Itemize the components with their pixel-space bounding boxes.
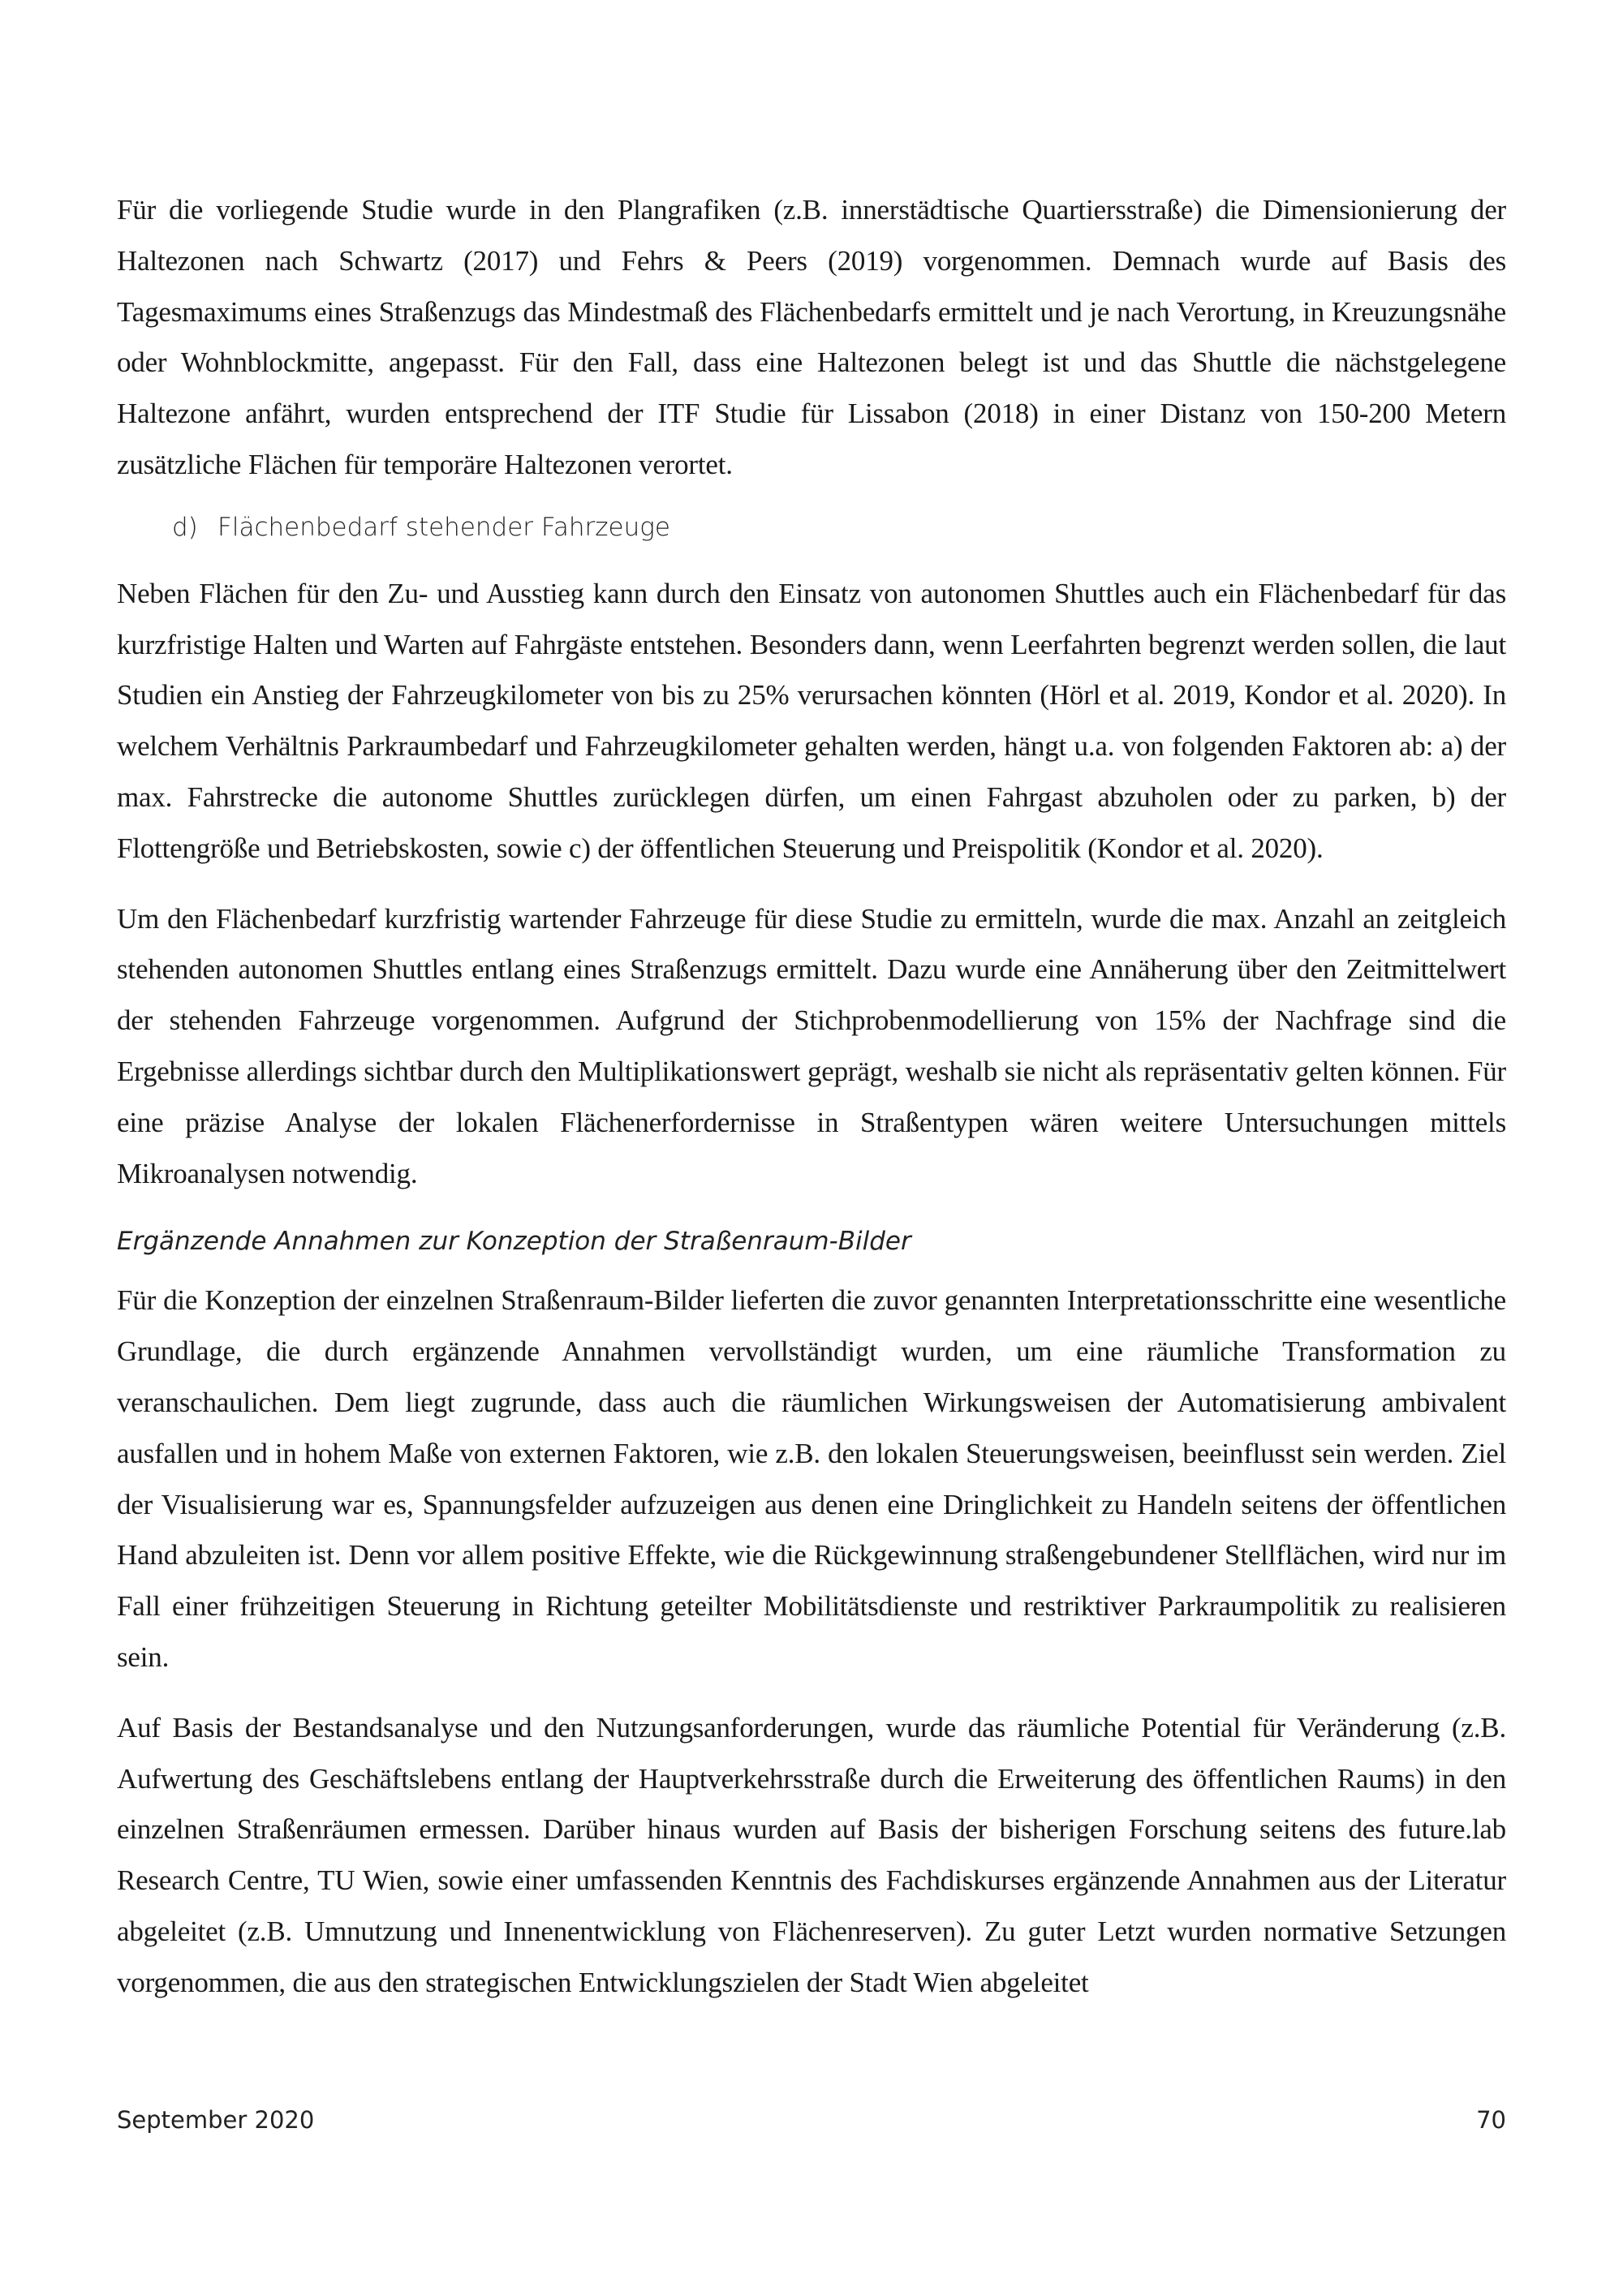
paragraph-konzeption: Für die Konzeption der einzelnen Straßenraum-Bilder lieferten die zuvor genannten Interpretationsschritte eine wesentliche Grundlage, die durch ergänzende Annahmen vervollständigt wurden, um eine räumliche Transformation zu veranschaulichen. Dem liegt zugrunde, dass auch die räumlichen Wirkungsweisen der Automatisierung ambivalent ausfallen und in hohem Maße von externen Faktoren, wie z.B. den lokalen Steuerungsweisen, beeinflusst sein werden. Ziel der Visualisierung war es, Spannungsfelder aufzuzeigen aus denen eine Dringlichkeit zu Handeln seitens der öffentlichen Hand abzuleiten ist. Denn vor allem positive Effekte, wie die Rückgewinnung straßengebundener Stellflächen, wird nur im Fall einer frühzeitigen Steuerung in Richtung geteilter Mobilitätsdienste und restriktiver Parkraumpolitik zu realisieren sein. [117, 1284, 1506, 1673]
paragraph-bestandsanalyse: Auf Basis der Bestandsanalyse und den Nutzungsanforderungen, wurde das räumliche Potential für Veränderung (z.B. Aufwertung des Geschäftslebens entlang der Hauptverkehrsstraße durch die Erweiterung des öffentlichen Raums) in den einzelnen Straßenräumen ermessen. Darüber hinaus wurden auf Basis der bisherigen Forschung seitens des future.lab Research Centre, TU Wien, sowie einer umfassenden Kenntnis des Fachdiskurses ergänzende Annahmen aus der Literatur abgeleitet (z.B. Umnutzung und Innenentwicklung von Flächenreserven). Zu guter Letzt wurden normative Setzungen vorgenommen, die aus den strategischen Entwicklungszielen der Stadt Wien abgeleitet [117, 1711, 1506, 1998]
section-heading-text: Flächenbedarf stehender Fahrzeuge [217, 512, 670, 542]
page-content [117, 185, 1506, 2028]
page-number: 70 [1476, 2106, 1506, 2134]
footer-date: September 2020 [117, 2106, 315, 2134]
italic-heading: Ergänzende Annahmen zur Konzeption der Straßenraum-Bilder [117, 1227, 911, 1257]
section-heading-label: d) [172, 512, 198, 542]
section-heading-d [172, 507, 1506, 548]
paragraph-warten: Neben Flächen für den Zu- und Ausstieg kann durch den Einsatz von autonomen Shuttles auch ein Flächenbedarf für das kurzfristige Halten und Warten auf Fahrgäste entstehen. Besonders dann, wenn Leerfahrten begrenzt werden sollen, die laut Studien ein Anstieg der Fahrzeugkilometer von bis zu 25% verursachen könnten (Hörl et al. 2019, Kondor et al. 2020). In welchem Verhältnis Parkraumbedarf und Fahrzeugkilometer gehalten werden, hängt u.a. von folgenden Faktoren ab: a) der max. Fahrstrecke die autonome Shuttles zurücklegen dürfen, um einen Fahrgast abzuholen oder zu parken, b) der Flottengröße und Betriebskosten, sowie c) der öffentlichen Steuerung und Preispolitik (Kondor et al. 2020). [117, 577, 1506, 864]
paragraph-flaechenbedarf: Um den Flächenbedarf kurzfristig wartender Fahrzeuge für diese Studie zu ermitteln, wurde die max. Anzahl an zeitgleich stehenden autonomen Shuttles entlang eines Straßenzugs ermittelt. Dazu wurde eine Annäherung über den Zeitmittelwert der stehenden Fahrzeuge vorgenommen. Aufgrund der Stichprobenmodellierung von 15% der Nachfrage sind die Ergebnisse allerdings sichtbar durch den Multiplikationswert geprägt, weshalb sie nicht als repräsentativ gelten können. Für eine präzise Analyse der lokalen Flächenerfordernisse in Straßentypen wären weitere Untersuchungen mittels Mikroanalysen notwendig. [117, 902, 1506, 1189]
paragraph-haltezonen: Für die vorliegende Studie wurde in den Plangrafiken (z.B. innerstädtische Quartiersstraße) die Dimensionierung der Haltezonen nach Schwartz (2017) und Fehrs & Peers (2019) vorgenommen. Demnach wurde auf Basis des Tagesmaximums eines Straßenzugs das Mindestmaß des Flächenbedarfs ermittelt und je nach Verortung, in Kreuzungsnähe oder Wohnblockmitte, angepasst. Für den Fall, dass eine Haltezonen belegt ist und das Shuttle die nächstgelegene Haltezone anfährt, wurden entsprechend der ITF Studie für Lissabon (2018) in einer Distanz von 150-200 Metern zusätzliche Flächen für temporäre Haltezonen verortet. [117, 194, 1506, 480]
